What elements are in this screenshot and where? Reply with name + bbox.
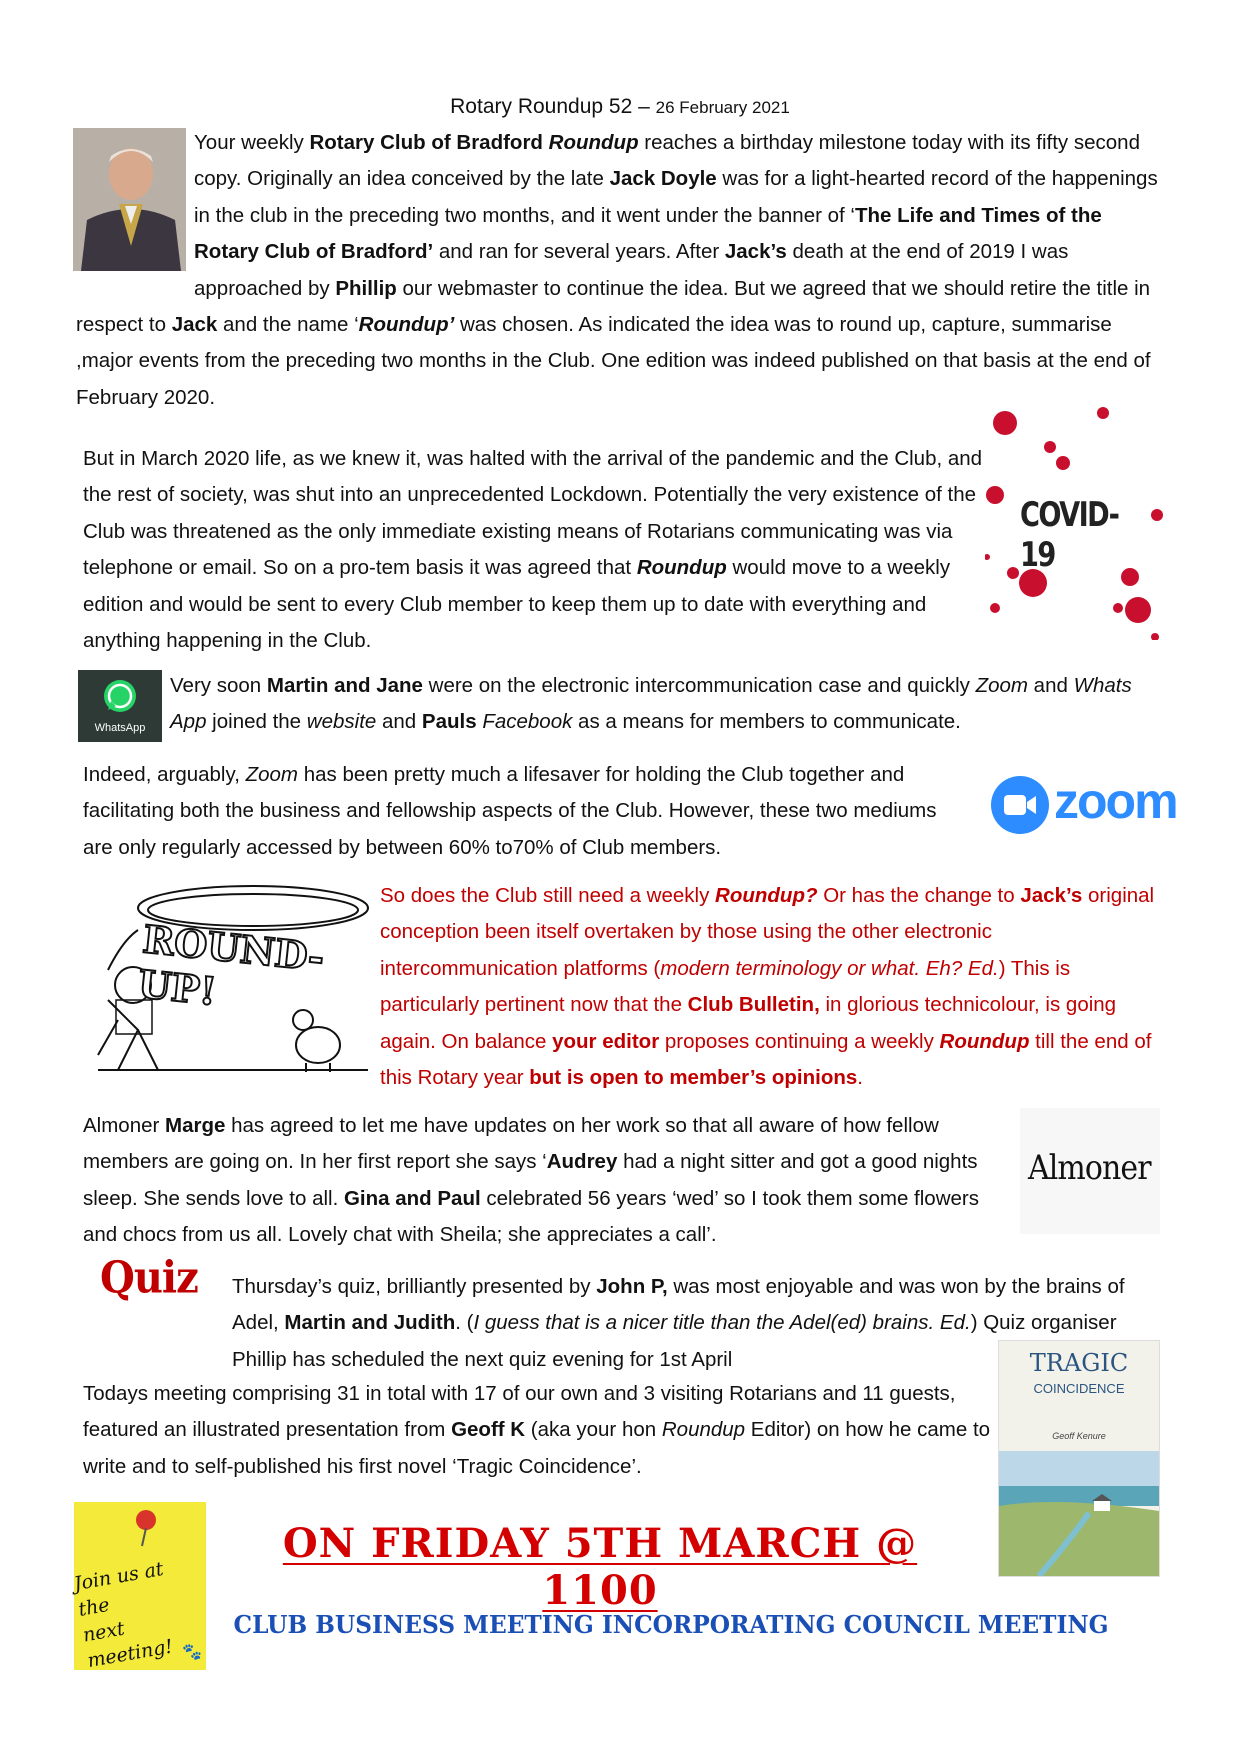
sticky-note: Join us at the next meeting! 🐾: [74, 1502, 206, 1670]
covid-label: COVID-19: [1020, 495, 1119, 575]
page-title: Rotary Roundup 52 – 26 February 2021: [450, 95, 790, 118]
whatsapp-section: [78, 668, 1166, 742]
zoom-section: [83, 757, 963, 866]
intro-section: [76, 125, 1166, 416]
editorial-section: [380, 878, 1170, 1096]
whatsapp-icon: [78, 670, 162, 722]
meeting-paragraph: Todays meeting comprising 31 in total with 17 of our own and 3 visiting Rotarians and 11 guests, featured an illustrated presentation from Geoff K (aka your hon Roundup Editor) on how he came to write and to self-published his first novel ‘Tragic Coincidence’.: [83, 1382, 991, 1478]
covid-image: [985, 405, 1165, 640]
whatsapp-logo: WhatsApp: [78, 670, 162, 742]
almoner-section: [83, 1108, 1015, 1254]
roundup-cartoon: [78, 880, 370, 1075]
paw-icon: 🐾: [182, 1644, 202, 1661]
meeting-date-headline: ON FRIDAY 5TH MARCH @ 1100: [282, 1520, 918, 1614]
zoom-paragraph: Indeed, arguably, Zoom has been pretty much a lifesaver for holding the Club together and facilitating both the business and fellowship aspects of the Club. However, these two mediums are only regularly accessed by between 60% to70% of Club members.: [83, 763, 937, 859]
landscape-image: [999, 1451, 1159, 1576]
meeting-section: [83, 1376, 995, 1485]
almoner-logo: Almoner: [1020, 1108, 1160, 1234]
book-cover: TRAGIC COINCIDENCE Geoff Kenure: [998, 1340, 1160, 1577]
pandemic-paragraph: But in March 2020 life, as we knew it, was halted with the arrival of the pandemic and the Club, and the rest of society, was shut into an unprecedented Lockdown. Potentially the very existence of the Club was threatened as the only immediate existing means of Rotarians communicating was via telephone or email. So on a pro-tem basis it was agreed that Roundup would move to a weekly edition and would be sent to every Club member to keep them up to date with everything and anything happening in the Club.: [83, 447, 983, 653]
pandemic-section: [83, 441, 983, 659]
zoom-logo: zoom: [990, 762, 1160, 848]
editorial-paragraph: So does the Club still need a weekly Roundup? Or has the change to Jack’s original conception been itself overtaken by those using the other electronic intercommunication platforms (modern terminology or what. Eh? Ed.) This is particularly pertinent now that the Club Bulletin, in glorious technicolour, is going again. On balance your editor proposes continuing a weekly Roundup till the end of this Rotary year but is open to member’s opinions.: [380, 884, 1155, 1090]
video-camera-icon: [990, 762, 1050, 848]
quiz-logo: Quiz: [100, 1251, 198, 1304]
meeting-type-subline: CLUB BUSINESS MEETING INCORPORATING COUNCIL MEETING: [233, 1610, 1109, 1639]
communication-paragraph: Very soon Martin and Jane were on the electronic intercommunication case and quickly Zoom and Whats App joined the website and Pauls Facebook as a means for members to communicate.: [170, 674, 1132, 734]
intro-paragraph: Your weekly Rotary Club of Bradford Roundup reaches a birthday milestone today with its fifty second copy. Originally an idea conceived by the late Jack Doyle was for a light-hearted record of the happenings in the club in the preceding two months, and it went under the banner of ‘The Life and Times of the Rotary Club of Bradford’ and ran for several years. After Jack’s death at the end of 2019 I was approached by Phillip our webmaster to continue the idea. But we agreed that we should retire the title in respect to Jack and the name ‘Roundup’ was chosen. As indicated the idea was to round up, capture, summarise ,major events from the preceding two months in the Club. One edition was indeed published on that basis at the end of February 2020.: [76, 131, 1158, 409]
quiz-paragraph: Thursday’s quiz, brilliantly presented by John P, was most enjoyable and was won by the brains of Adel, Martin and Judith. (I guess that is a nicer title than the Adel(ed) brains. Ed.) Quiz organiser Phillip has scheduled the next quiz evening for 1st April: [232, 1275, 1125, 1371]
almoner-paragraph: Almoner Marge has agreed to let me have updates on her work so that all aware of how fellow members are going on. In her first report she says ‘Audrey had a night sitter and got a good nights sleep. She sends love to all. Gina and Paul celebrated 56 years ‘wed’ so I took them some flowers and chocs from us all. Lovely chat with Sheila; she appreciates a call’.: [83, 1114, 979, 1247]
pushpin-icon: [132, 1508, 160, 1548]
roundup-label: ROUND-UP!: [135, 916, 327, 1014]
portrait-photo: [73, 128, 186, 271]
